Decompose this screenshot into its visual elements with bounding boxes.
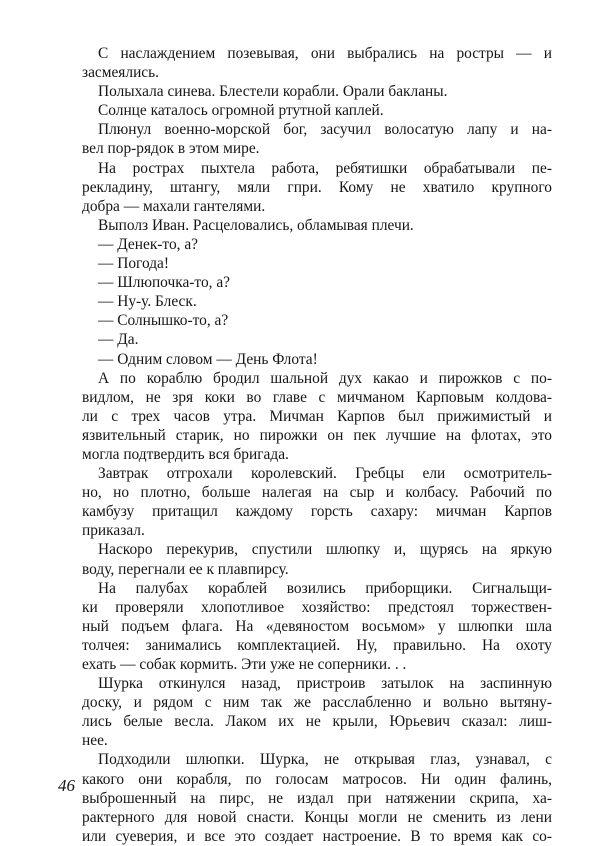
text-line: Плюнул военно-морской бог, засучил волосатую лапу и на- [98,121,552,139]
text-line: лись белые весла. Лаком их не крыли, Юрьевич сказал: лиш- [82,713,552,731]
dialogue-line: — Да. [98,331,139,349]
text-line: Солнце каталось огромной ртутной каплей. [98,102,384,120]
text-line: рактерного для новой снасти. Концы могли не сменить из лени [82,808,552,826]
text-line: какого они корабля, по голосам матросов. Ни один фалинь, [82,770,552,788]
text-line: ки проверяли хлопотливое хозяйство: предстоял торжествен- [82,598,552,616]
text-line: Полыхала синева. Блестели корабли. Орали бакланы. [98,83,448,101]
text-line: На палубах кораблей возились приборщики. Сигнальщи- [98,579,552,597]
text-line: могла подтвердить вся бригада. [82,445,289,463]
text-line: видлом, не зря коки во главе с мичманом Карповым колдова- [82,388,552,406]
text-line: засмеялись. [82,64,160,82]
text-line: Завтрак отгрохали королевский. Гребцы ели осмотритель- [98,465,552,483]
dialogue-line: — Шлюпочка-то, а? [98,274,230,292]
body-text [82,44,552,846]
text-line: приказал. [82,522,145,540]
dialogue-line: — Денек-то, а? [98,235,199,253]
text-line: ли с трех часов утра. Мичман Карпов был прижимистый и [82,407,552,425]
text-line: А по кораблю бродил шальной дух какао и пирожков с по- [98,369,552,387]
text-line: добра — махали гантелями. [82,197,266,215]
text-line: вел пор-рядок в этом мире. [82,140,260,158]
text-line: Выполз Иван. Расцеловались, обламывая плечи. [98,216,414,234]
dialogue-line: — Солнышко-то, а? [98,312,229,330]
text-line: ный подъем флага. На «девяностом восьмом» у шлюпки шла [82,617,552,635]
text-line: доску, и рядом с ним так же расслабленно и вольно вытяну- [82,694,552,712]
page-number: 46 [58,776,75,795]
text-line: толчея: занимались комплектацией. Ну, правильно. На охоту [82,636,552,654]
text-line: но, но плотно, больше налегая на сыр и колбасу. Рабочий по [82,484,552,502]
text-line: или суеверия, и все это создает настроение. В то время как со- [82,827,552,845]
text-line: язвительный старик, но пирожки он пек лучшие на флотах, это [82,426,552,444]
text-line: выброшенный на пирс, не издал при натяжении скрипа, ха- [82,789,552,807]
dialogue-line: — Ну-у. Блеск. [98,293,197,311]
text-line: рекладину, штангу, мяли гпри. Кому не хватило крупного [82,178,552,196]
dialogue-line: — Одним словом — День Флота! [98,350,318,368]
text-line: Подходили шлюпки. Шурка, не открывая глаз, узнавал, с [98,751,552,769]
text-line: ехать — собак кормить. Эти уже не соперники. . . [82,656,407,673]
text-line: Наскоро перекурив, спустили шлюпку и, щурясь на яркую [98,541,552,559]
dialogue-line: — Погода! [98,255,170,273]
text-line: нее. [82,732,108,750]
text-line: С наслаждением позевывая, они выбрались на ростры — и [98,45,552,62]
text-line: На рострах пыхтела работа, ребятишки обрабатывали пе- [98,159,552,177]
text-line: воду, перегнали ее к плавпирсу. [82,560,289,578]
text-line: камбузу притащил каждому горсть сахару: мичман Карпов [82,503,552,521]
text-line: Шурка откинулся назад, пристроив затылок на заспинную [98,675,552,693]
